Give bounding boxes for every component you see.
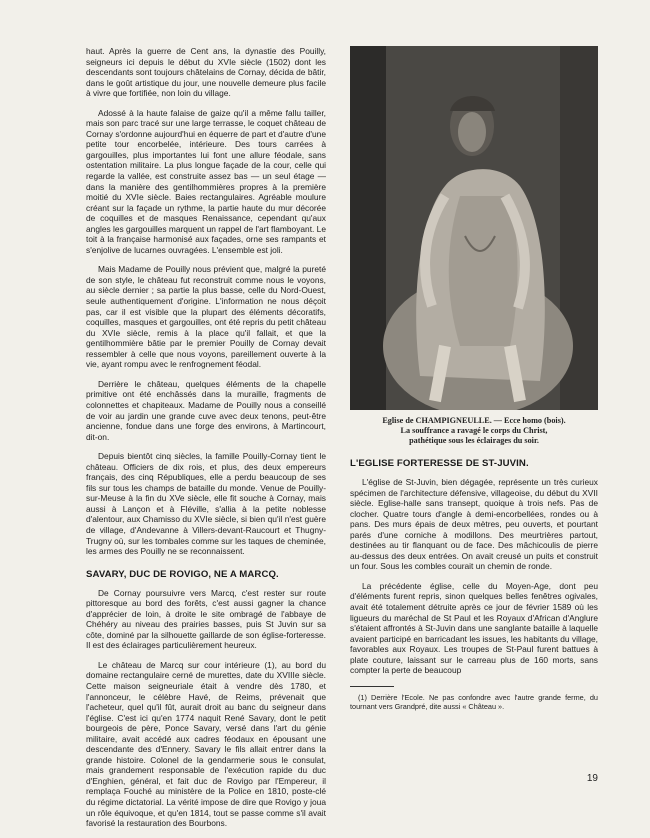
section-heading-savary: SAVARY, DUC DE ROVIGO, NE A MARCQ. <box>86 568 279 580</box>
right-column <box>350 46 598 711</box>
paragraph: Adossé à la haute falaise de gaize qu'il a même fallu tailler, mais son parc tracé sur une large terrasse, le coquet château de Cornay s'ordonne aujourd'hui en équerre de part et d'autre d'une petite tour encorbelée, intérieure. Des tours carrées à gargouilles, plus importantes lui font une allure féodale, sans ostentation militaire. La plus longue façade de la cour, celle qui regarde la vallée, est construite assez bas — un seul étage — dans la manière des gentilhommières propres à la première moitié du XVIe siècle. Baies rectangulaires. Agréable moulure créant sur la façade un rythme, la partie haute du mur décorée de coquilles et de masques Renaissance, cependant qu'aux angles les gargouilles marquent un rappel de l'art flamboyant. Le toit à la française harmonisé aux façades, orne ses rampants et s'enjolive de lucarnes ouvragées. L'ensemble est joli. <box>86 107 326 255</box>
paragraph: De Cornay poursuivre vers Marcq, c'est rester sur route pittoresque au bord des forêts, c'est aussi gagner la chance d'apprécier de loin, à droite le site ombragé de l'abbaye de Chéhéry au niveau des prairies basses, puis St Juvin sur sa côte, dominé par la silhouette gaillarde de son église-forteresse. Il est des éclairages particulièrement heureux. <box>86 587 326 651</box>
caption-line-2: La souffrance a ravagé le corps du Christ, <box>400 426 548 435</box>
footnote: (1) Derrière l'Ecole. Ne pas confondre avec l'autre grande ferme, du tournant vers Grandpré, dite aussi « Château ». <box>350 692 598 712</box>
photo-caption <box>350 416 598 446</box>
caption-line-1: Eglise de CHAMPIGNEULLE. — Ecce homo (bois). <box>382 416 566 425</box>
paragraph: La précédente église, celle du Moyen-Age, dont peu d'éléments furent repris, sinon quelques belles fenêtres ogivales, avait été totalement détruite après ce jour de février 1589 où les ligueurs du maréchal de St Paul et les Royaux d'African d'Anglure s'étaient affrontés à St-Juvin dans une sanglante bataille à laquelle avaient participé en barricadant les issues, les habitants du village, favorables aux Royaux. Les troupes de St-Paul furent battues à plate couture, laissant sur le carreau plus de 160 morts, sans compter la perte de beaucoup <box>350 580 598 676</box>
section-heading-st-juvin: L'EGLISE FORTERESSE DE ST-JUVIN. <box>350 458 529 469</box>
paragraph: haut. Après la guerre de Cent ans, la dynastie des Pouilly, seigneurs ici depuis le début du XVIe siècle (1502) dont les descendants sont toujours châtelains de Cornay, décida de bâtir, dans le goût artistique du jour, une nouvelle demeure plus facile à vivre que fortifiée, non loin du village. <box>86 46 326 99</box>
footnote-divider <box>350 686 394 687</box>
ecce-homo-photo <box>350 46 598 410</box>
page-number: 19 <box>586 773 598 784</box>
paragraph: Mais Madame de Pouilly nous prévient que, malgré la pureté de son style, le château fut reconstruit comme nous le voyons, au siècle dernier ; sa partie la plus basse, celle du Nord-Ouest, seule authentiquement d'origine. L'information ne nous déçoit pas, car il est visible que la plupart des éléments décoratifs, coquilles, masques et gargouilles, ont été repris du petit château du XVIe siècle, remis à la place qu'il fallait, et que la gentilhommière bâtie par le premier Pouilly de Cornay devait ressembler à celle que nous voyons, pareillement ouverte à la vie, ayant rompu avec le renfrognement féodal. <box>86 264 326 370</box>
caption-line-3: pathétique sous les éclairages du soir. <box>409 436 539 445</box>
paragraph: L'église de St-Juvin, bien dégagée, représente un très curieux spécimen de l'architecture défensive, villageoise, du début du XVII siècle. Eglise-halle sans transept, quoique à trois nefs. Pas de clocher. Quatre tours d'angle à demi-encorbellées, rondes ou à pans. Des murs épais de deux mètres, peu ouverts, et pourtant parés d'une corniche à modillons. Des meurtrières partout, destinées au tir flanquant ou de face. Des mâchicoulis de pierre au-dessus des deux entrées. On avait creusé un puits et construit un four. Sous les combles courait un chemin de ronde. <box>350 477 598 572</box>
ecce-homo-statue-illustration <box>350 46 598 410</box>
paragraph: Depuis bientôt cinq siècles, la famille Pouilly-Cornay tient le château. Officiers de dix rois, et plus, des deux empereurs français, des cinq Républiques, elle a perdu beaucoup de ses fils sur tous les champs de bataille du monde. Venue de Pouilly-sur-Meuse à la fin du XVe siècle, elle fit souche à Cornay, mais aussi à Lançon et à Fléville, s'allia à la petite noblesse d'alentour, aux Chamisso du XVIe siècle, si bien qu'il n'est guère de village, d'Andevanne à Villers-devant-Raucourt et Thugny-Trugny où, sur les tombales comme sur les taques de cheminée, les armes des Pouilly ne se reconnaissent. <box>86 451 326 557</box>
paragraph: Derrière le château, quelques éléments de la chapelle primitive ont été enchâssés dans la muraille, fragments de colonnettes et chapiteaux. Madame de Pouilly nous a conseillé de voir au jardin une grande cuve avec deux tenons, peut-être ancienne, fondue dans une forge des environs, à Martincourt, dit-on. <box>86 378 326 442</box>
paragraph: Le château de Marcq sur cour intérieure (1), au bord du domaine rectangulaire cerné de murettes, date du XVIIIe siècle. Cette maison seigneuriale était à vendre dès 1780, et l'annonceur, le célèbre Havé, de Reims, prévenait que l'acheteur, quel qu'il fût, aurait droit au banc du seigneur dans l'église. C'est ici qu'en 1774 naquit René Savary, dont le petit bourgeois de père, Ponce Savary, versé dans l'art du génie militaire, avait accédé aux cadres féodaux en épousant une descendante des d'Ennery. Savary le fils allait entrer dans la grande histoire. Colonel de la gendarmerie sous le consulat, mais grandement responsable de l'exécution rapide du duc d'Enghien, général, et fait duc de Rovigo par l'Empereur, il remplaça Fouché au ministère de la Police en 1810, poste-clé du régime dictatorial. La vérité impose de dire que Rovigo y joua un rôle équivoque, et qu'en 1814, tout se passe comme s'il avait favorisé la restauration des Bourbons. <box>86 659 326 829</box>
left-column <box>86 46 326 838</box>
